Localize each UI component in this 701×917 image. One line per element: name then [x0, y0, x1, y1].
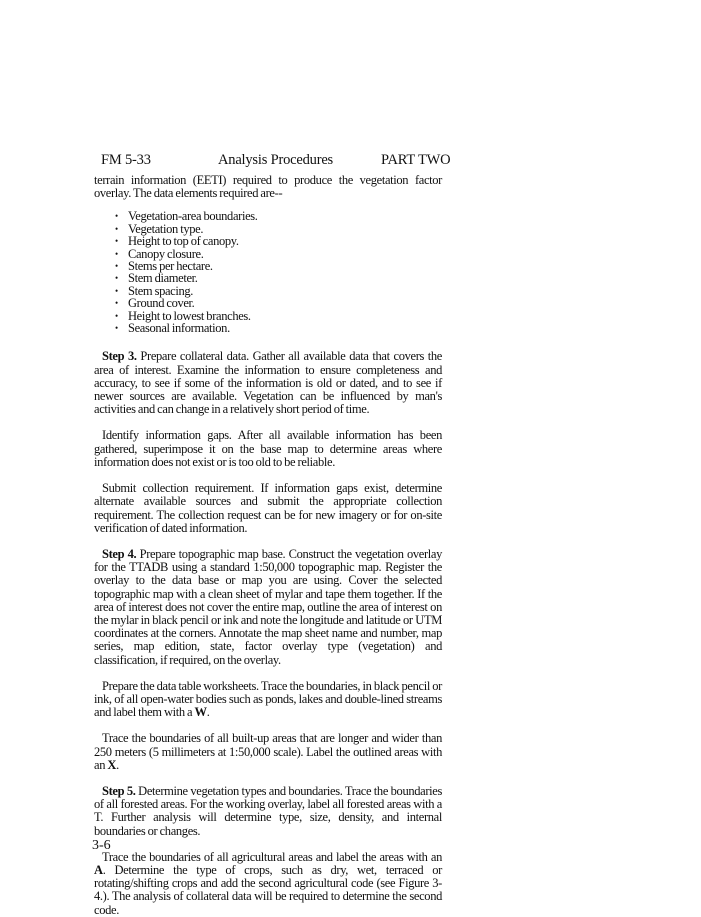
intro-paragraph: terrain information (EETI) required to produce the vegetation factor overlay. The data elements required are-- [94, 173, 442, 201]
list-item: • Height to lowest branches. [115, 310, 442, 322]
step3-paragraph [94, 350, 442, 416]
agri-text-start: Trace the boundaries of all agricultural areas and label the areas with an [102, 849, 442, 864]
list-item: • Seasonal information. [115, 322, 442, 334]
step5-paragraph [94, 785, 442, 838]
worksheets-label-letter: W [194, 705, 207, 720]
step3-label: Step 3. [102, 349, 137, 364]
body-text [94, 174, 442, 917]
list-item: • Ground cover. [115, 297, 442, 309]
list-item: • Canopy closure. [115, 248, 442, 260]
header-manual-number: FM 5-33 [101, 152, 151, 168]
step4-label: Step 4. [102, 546, 137, 561]
list-item: • Height to top of canopy. [115, 235, 442, 247]
step4-paragraph [94, 548, 442, 667]
step4-text: Prepare topographic map base. Construct the vegetation overlay for the TTADB using a standard 1:50,000 topographic map. Register the overlay to the data base or map you are using. Cover the selected topographic map with a clean sheet of mylar and tape them together. If the area of interest does not cover the entire map, outline the area of interest on the mylar in black pencil or ink and note the longitude and latitude or UTM coordinates at the corners. Annotate the map sheet name and number, map series, map edition, state, factor overlay type (vegetation) and classification, if required, on the overlay. [94, 546, 442, 667]
data-elements-list [94, 210, 442, 334]
list-item: • Vegetation-area boundaries. [115, 210, 442, 222]
info-gaps-paragraph: Identify information gaps. After all available information has been gathered, superimpose it on the base map to determine areas where information does not exist or is too old to be reliable. [94, 428, 442, 469]
worksheets-paragraph [94, 680, 442, 720]
agri-text-end: . Determine the type of crops, such as dry, wet, terraced or rotating/shifting crops and add the second agricultural code (see Figure 3-4.). The analysis of collateral data will be required to determine the second code. [94, 862, 442, 917]
step5-text: Determine vegetation types and boundaries. Trace the boundaries of all forested areas. For the working overlay, label all forested areas with a T. Further analysis will determine type, size, density, and internal boundaries or changes. [94, 783, 442, 838]
list-item: • Stem diameter. [115, 272, 442, 284]
worksheets-end: . [206, 705, 210, 720]
step5-label: Step 5. [102, 783, 136, 798]
collection-paragraph: Submit collection requirement. If information gaps exist, determine alternate available sources and submit the appropriate collection requirement. The collection request can be for new imagery or for on-site verification of dated information. [94, 481, 442, 535]
agricultural-paragraph [94, 851, 442, 917]
header-part-label: PART TWO [381, 152, 451, 168]
list-item: • Stem spacing. [115, 285, 442, 297]
builtup-label-letter: X [107, 757, 117, 772]
agri-label-letter: A [94, 862, 103, 877]
header-section-title: Analysis Procedures [218, 152, 333, 168]
list-item: • Stems per hectare. [115, 260, 442, 272]
page-number: 3-6 [92, 838, 111, 853]
list-item: • Vegetation type. [115, 223, 442, 235]
step3-text: Prepare collateral data. Gather all available data that covers the area of interest. Examine the information to ensure completeness and accuracy, to see if some of the information is old or dated, and to see if newer sources are available. Vegetation can be influenced by man's activities and can change in a relatively short period of time. [94, 349, 442, 417]
builtup-paragraph [94, 732, 442, 772]
builtup-end: . [116, 757, 119, 772]
builtup-text: Trace the boundaries of all built-up areas that are longer and wider than 250 meters (5 millimeters at 1:50,000 scale). Label the outlined areas with an [94, 731, 442, 772]
worksheets-text: Prepare the data table worksheets. Trace the boundaries, in black pencil or ink, of all open-water bodies such as ponds, lakes and double-lined streams and label them with a [94, 678, 442, 720]
